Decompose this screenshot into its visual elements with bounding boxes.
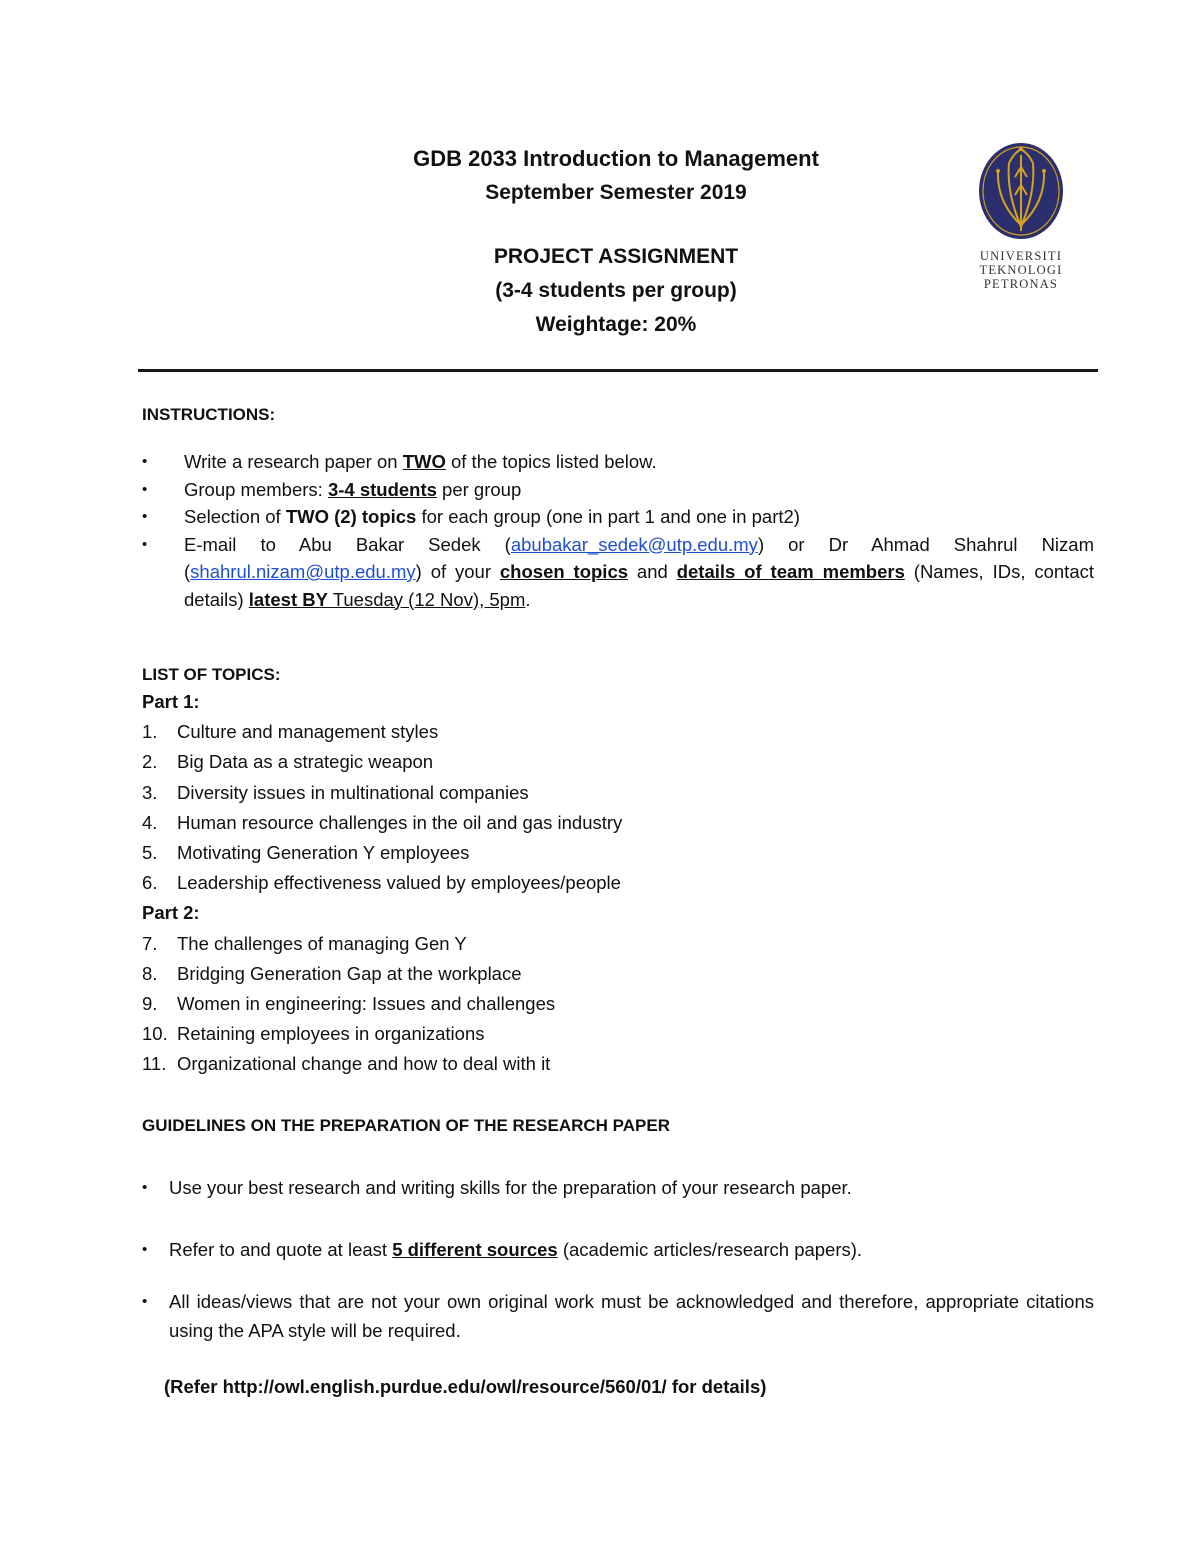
list-item [142, 1235, 1094, 1264]
list-item [142, 959, 1042, 989]
email-link-shahrul[interactable]: shahrul.nizam@utp.edu.my [190, 561, 416, 582]
list-item [142, 1173, 1094, 1202]
item-text: Use your best research and writing skills for the preparation of your research paper. [169, 1177, 852, 1198]
topic-text: Leadership effectiveness valued by employees/people [177, 872, 621, 894]
bullet-icon: • [142, 1241, 148, 1258]
bullet-icon: • [142, 508, 148, 525]
item-text: ) or Dr Ahmad Shahrul Nizam ( [184, 533, 1094, 582]
semester-label: September Semester 2019 [485, 181, 747, 204]
item-text: per group [436, 478, 522, 500]
instructions-list [142, 448, 1094, 613]
topic-text: Motivating Generation Y employees [177, 841, 470, 863]
list-item [142, 747, 1042, 777]
utp-emblem-icon [972, 137, 1070, 245]
item-text: Write a research paper on [184, 451, 403, 472]
item-text: E-mail to Abu Bakar Sedek ( [184, 533, 511, 555]
item-text: (Names, IDs, contact details) [184, 561, 1094, 610]
item-text: All ideas/views that are not your own original work must be acknowledged and therefore, appropriate citations using the APA style will be required. [169, 1291, 1094, 1341]
weightage-label: Weightage: 20% [535, 313, 697, 336]
reference-note: (Refer http://owl.english.purdue.edu/owl/resource/560/01/ for details) [164, 1376, 767, 1397]
group-size-label: (3-4 students per group) [495, 279, 737, 302]
topic-text: Big Data as a strategic weapon [177, 751, 434, 773]
guidelines-heading: GUIDELINES ON THE PREPARATION OF THE RESEARCH PAPER [142, 1116, 670, 1135]
bullet-icon: • [142, 1293, 148, 1310]
item-text: Selection of [184, 506, 286, 527]
topics-heading: LIST OF TOPICS: [142, 665, 281, 684]
bullet-icon: • [142, 480, 148, 498]
topics-list [142, 687, 1042, 1079]
bullet-icon: • [142, 1179, 148, 1196]
topic-text: Culture and management styles [177, 721, 439, 743]
logo-line: UNIVERSITI [979, 249, 1063, 263]
list-item [142, 989, 1042, 1019]
part2-label: Part 2: [142, 902, 200, 924]
list-item [142, 448, 1094, 476]
list-item [142, 868, 1042, 898]
emphasis-text: 3-4 students [327, 478, 437, 500]
topic-number: 2. [142, 751, 158, 773]
item-text: . [525, 588, 531, 610]
header-divider [138, 369, 1098, 372]
item-text: (academic articles/research papers). [557, 1239, 863, 1260]
list-item [142, 531, 1094, 614]
document-header [300, 142, 932, 342]
course-title: GDB 2033 Introduction to Management [413, 146, 819, 171]
item-text: for each group (one in part 1 and one in part2) [416, 506, 800, 527]
deadline-text: Tuesday (12 Nov), 5pm [332, 588, 526, 610]
topic-number: 10. [142, 1023, 168, 1045]
part-label [142, 898, 1042, 928]
utp-logo [972, 137, 1070, 291]
topic-text: Women in engineering: Issues and challenges [177, 992, 556, 1014]
part1-label: Part 1: [142, 691, 200, 712]
part-label [142, 687, 1042, 717]
list-item [142, 1019, 1042, 1049]
emphasis-text: details of team members [676, 561, 905, 582]
list-item [142, 929, 1042, 959]
list-item [142, 808, 1042, 838]
list-item [142, 476, 1094, 504]
bullet-icon: • [142, 535, 148, 553]
list-item [142, 717, 1042, 747]
email-link-abubakar[interactable]: abubakar_sedek@utp.edu.my [510, 533, 758, 555]
emphasis-text: 5 different sources [392, 1239, 558, 1260]
topic-number: 4. [142, 811, 158, 833]
item-text: Refer to and quote at least [169, 1239, 393, 1260]
topic-number: 6. [142, 872, 158, 894]
logo-line: PETRONAS [983, 277, 1059, 291]
list-item [142, 778, 1042, 808]
topic-text: Human resource challenges in the oil and gas industry [177, 811, 623, 833]
topic-text: Retaining employees in organizations [177, 1023, 485, 1045]
topic-text: Organizational change and how to deal with it [177, 1053, 551, 1075]
topic-number: 9. [142, 992, 158, 1014]
item-text: Group members: [184, 478, 328, 500]
list-item [142, 1287, 1094, 1345]
item-text: of the topics listed below. [445, 451, 657, 472]
topic-text: Diversity issues in multinational companies [177, 781, 529, 803]
emphasis-text: TWO (2) topics [285, 506, 417, 527]
emphasis-text: chosen topics [499, 561, 629, 582]
logo-wordmark [972, 249, 1070, 291]
item-text: and [628, 561, 677, 582]
list-item [142, 1049, 1042, 1079]
topic-number: 8. [142, 962, 158, 984]
topic-number: 7. [142, 932, 158, 954]
item-text: ) of your [415, 561, 500, 582]
logo-line: TEKNOLOGI [979, 263, 1063, 277]
list-item [142, 503, 1094, 531]
emphasis-text: latest BY [248, 588, 328, 610]
bullet-icon: • [142, 453, 148, 470]
emphasis-text: TWO [402, 451, 446, 472]
topic-number: 1. [142, 721, 158, 743]
topic-text: The challenges of managing Gen Y [177, 932, 467, 954]
topic-number: 3. [142, 781, 158, 803]
topic-text: Bridging Generation Gap at the workplace [177, 962, 522, 984]
list-item [142, 838, 1042, 868]
assignment-title: PROJECT ASSIGNMENT [493, 245, 739, 268]
instructions-heading: INSTRUCTIONS: [142, 405, 276, 424]
topic-number: 11. [142, 1053, 167, 1075]
topic-number: 5. [142, 841, 158, 863]
